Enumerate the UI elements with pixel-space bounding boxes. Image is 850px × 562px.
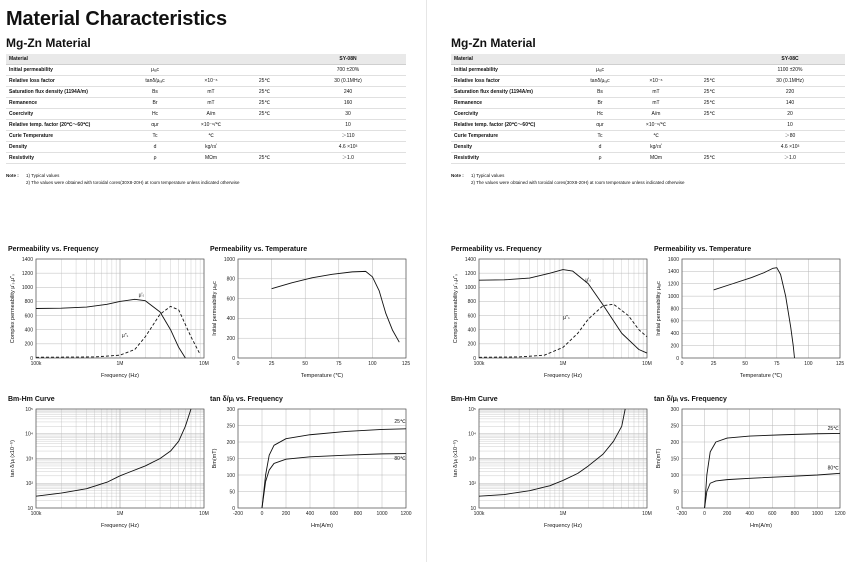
x-tick-label: 50: [742, 361, 748, 367]
chart-title: Permeability vs. Temperature: [654, 246, 752, 253]
note-line: 2) The values were obtained with toroidal cores(30X8-20H) at room temperature unless indicated otherwise: [26, 180, 240, 185]
property-value: 10: [290, 120, 406, 131]
x-tick-label: 0: [703, 511, 706, 517]
y-tick-label: 200: [226, 439, 235, 446]
table-row: [451, 76, 845, 87]
x-tick-label: 100: [368, 361, 377, 367]
curve-annotation: 25℃: [394, 418, 406, 425]
y-tick-label: 200: [467, 341, 476, 348]
x-tick-label: 400: [305, 511, 315, 517]
y-tick-label: 50: [673, 489, 679, 496]
chart-title: Permeability vs. Frequency: [451, 246, 542, 253]
chart-svg: [210, 396, 410, 530]
y-tick-label: 300: [226, 406, 235, 413]
series-line: [36, 299, 185, 358]
property-condition: 25℃: [239, 87, 290, 98]
y-tick-label: 1400: [21, 256, 33, 263]
property-value: 240: [290, 87, 406, 98]
property-condition: [684, 120, 735, 131]
notes: [6, 172, 406, 186]
x-tick-label: 100k: [30, 361, 42, 367]
property-value: 10: [735, 120, 845, 131]
x-tick-label: 0: [260, 511, 264, 517]
x-tick-label: 10M: [642, 361, 652, 367]
material-subtitle: Mg-Zn Material: [6, 36, 91, 50]
y-tick-label: 1200: [464, 270, 476, 277]
table-header-row: [451, 54, 845, 65]
property-unit: [183, 65, 239, 76]
chart-title: tan δ/μᵢ vs. Frequency: [654, 396, 727, 403]
property-symbol: μᵢₐc: [572, 65, 628, 76]
chart-svg: [654, 246, 844, 380]
x-tick-label: 1M: [559, 511, 567, 517]
x-tick-label: 125: [401, 361, 411, 367]
property-unit: ×10⁻⁶/℃: [628, 120, 684, 131]
y-tick-label: 0: [30, 355, 33, 362]
table-row: [6, 131, 406, 142]
note-line: 1) Typical values: [471, 173, 505, 178]
y-tick-label: 200: [670, 439, 679, 446]
property-unit: ℃: [628, 131, 684, 142]
material-panel-left: [6, 36, 406, 186]
x-axis-label: Hm(A/m): [311, 523, 333, 529]
y-tick-label: 400: [24, 327, 33, 334]
chart-svg: [654, 396, 844, 530]
plot-frame: [238, 259, 406, 358]
series-line: [36, 306, 200, 357]
y-axis-label: Complex permeability μ'ₛ,μ"ₛ: [453, 273, 459, 344]
y-tick-label: 100: [670, 472, 679, 479]
property-condition: [239, 131, 290, 142]
curve-annotation: 25℃: [827, 426, 839, 433]
property-value: ＞80: [735, 131, 845, 142]
property-unit: MΩm: [628, 153, 684, 164]
property-value: 1100 ±20%: [735, 65, 845, 76]
property-condition: [684, 131, 735, 142]
x-tick-label: 10M: [199, 361, 209, 367]
chart-title: Bm-Hm Curve: [451, 396, 498, 403]
y-tick-label: 200: [24, 341, 33, 348]
material-panel-right: [451, 36, 845, 186]
table-row: [451, 131, 845, 142]
x-tick-label: 50: [302, 361, 308, 367]
y-axis-label: Bm(mT): [212, 448, 218, 469]
property-name: Coercivity: [6, 109, 127, 120]
y-tick-label: 0: [473, 355, 476, 362]
y-tick-label: 1200: [21, 270, 33, 277]
chart-permeability-vs-temperature: [210, 246, 410, 380]
chart-permeability-vs-temperature: [654, 246, 844, 380]
curve-annotation: μ'ₛ: [138, 292, 145, 299]
y-axis-label: Bm(mT): [656, 448, 662, 469]
property-name: Saturation flux density (1194A/m): [6, 87, 127, 98]
table-row: [451, 142, 845, 153]
property-symbol: αμr: [572, 120, 628, 131]
property-name: Relative temp. factor (20℃～60℃): [6, 120, 127, 131]
property-unit: ×10⁻⁶: [183, 76, 239, 87]
property-value: 30: [290, 109, 406, 120]
x-tick-label: 0: [236, 361, 240, 367]
curve-annotation: μ'ₛ: [585, 277, 592, 284]
property-unit: [628, 65, 684, 76]
y-axis-label: Initial permeability μᵢₐc: [212, 281, 218, 336]
x-tick-label: 1200: [400, 511, 412, 517]
x-tick-label: 75: [774, 361, 780, 367]
chart-svg: [451, 396, 651, 530]
y-tick-label: 1000: [223, 256, 235, 263]
property-symbol: Hc: [127, 109, 183, 120]
x-tick-label: 1M: [116, 361, 124, 367]
property-name: Relative temp. factor (20℃～60℃): [451, 120, 572, 131]
x-tick-label: 1000: [376, 511, 388, 517]
y-tick-label: 1400: [464, 256, 476, 263]
property-unit: ×10⁻⁶: [628, 76, 684, 87]
chart-tan-delta-vs-frequency: [210, 396, 410, 530]
property-name: Saturation flux density (1194A/m): [451, 87, 572, 98]
table-row: [451, 153, 845, 164]
property-value: ＞110: [290, 131, 406, 142]
property-unit: kg/㎥: [628, 142, 684, 153]
curve-annotation: 80℃: [394, 455, 406, 462]
y-axis-label: tan δ/μᵢ (x10⁻⁶): [453, 439, 459, 478]
y-axis-label: Complex permeability μ'ₛ,μ"ₛ: [10, 273, 16, 344]
property-name: Initial permeability: [451, 65, 572, 76]
y-tick-label: 400: [670, 331, 679, 338]
table-row: [6, 76, 406, 87]
property-name: Relative loss factor: [6, 76, 127, 87]
x-tick-label: 1M: [116, 511, 124, 517]
x-tick-label: 200: [722, 511, 732, 517]
property-symbol: d: [127, 142, 183, 153]
y-tick-label: 300: [670, 406, 679, 413]
property-name: Curie Temperature: [451, 131, 572, 142]
y-tick-label: 10⁵: [468, 406, 476, 413]
x-tick-label: 1200: [834, 511, 846, 517]
header-cell: [628, 54, 684, 65]
x-tick-label: 800: [353, 511, 363, 517]
y-tick-label: 150: [226, 456, 235, 463]
header-grade: SY-08N: [290, 54, 406, 65]
property-symbol: Bs: [572, 87, 628, 98]
curve-annotation: μ"ₛ: [121, 332, 129, 339]
y-tick-label: 150: [670, 456, 679, 463]
header-material-label: Material: [451, 54, 572, 65]
property-condition: 25℃: [684, 153, 735, 164]
property-symbol: Hc: [572, 109, 628, 120]
y-tick-label: 250: [670, 423, 679, 430]
property-value: 160: [290, 98, 406, 109]
property-condition: 25℃: [684, 109, 735, 120]
y-tick-label: 10⁵: [25, 406, 33, 413]
y-tick-label: 600: [467, 313, 476, 320]
header-cell: [239, 54, 290, 65]
x-tick-label: 75: [336, 361, 342, 367]
property-symbol: Tc: [127, 131, 183, 142]
x-axis-label: Hm(A/m): [750, 523, 772, 529]
property-symbol: d: [572, 142, 628, 153]
property-symbol: μᵢₐc: [127, 65, 183, 76]
property-symbol: tanδ/μᵢₐc: [572, 76, 628, 87]
x-tick-label: 100k: [473, 511, 485, 517]
property-value: 700 ±20%: [290, 65, 406, 76]
x-tick-label: 100: [804, 361, 813, 367]
property-symbol: Br: [572, 98, 628, 109]
x-tick-label: 100k: [30, 511, 42, 517]
chart-title: Permeability vs. Frequency: [8, 246, 99, 253]
chart-title: Permeability vs. Temperature: [210, 246, 308, 253]
x-tick-label: 1000: [811, 511, 823, 517]
property-condition: 25℃: [239, 109, 290, 120]
property-unit: MΩm: [183, 153, 239, 164]
table-row: [6, 153, 406, 164]
chart-svg: [8, 246, 208, 380]
notes-label: Note :: [451, 173, 464, 178]
property-condition: 25℃: [684, 98, 735, 109]
x-tick-label: 100k: [473, 361, 485, 367]
y-tick-label: 600: [670, 318, 679, 325]
y-tick-label: 800: [226, 276, 235, 283]
table-row: [6, 142, 406, 153]
x-tick-label: 400: [745, 511, 754, 517]
chart-title: Bm-Hm Curve: [8, 396, 55, 403]
y-tick-label: 1000: [21, 285, 33, 292]
curve-annotation: μ"ₛ: [563, 315, 570, 322]
table-row: [451, 109, 845, 120]
property-name: Initial permeability: [6, 65, 127, 76]
property-value: 4.6 ×10³: [735, 142, 845, 153]
property-unit: mT: [628, 87, 684, 98]
property-name: Density: [6, 142, 127, 153]
x-tick-label: 125: [835, 361, 845, 367]
header-cell: [127, 54, 183, 65]
note-line: 2) The values were obtained with toroidal cores(30X8-20H) at room temperature unless indicated otherwise: [471, 180, 685, 185]
property-value: ＞1.0: [290, 153, 406, 164]
property-value: 30 (0.1MHz): [735, 76, 845, 87]
table-row: [6, 98, 406, 109]
y-tick-label: 10: [27, 505, 33, 512]
y-tick-label: 0: [676, 355, 679, 362]
table-row: [6, 65, 406, 76]
property-name: Remanence: [6, 98, 127, 109]
notes-label: Note :: [6, 173, 19, 178]
property-condition: [239, 120, 290, 131]
y-tick-label: 200: [670, 343, 679, 350]
property-condition: 25℃: [239, 153, 290, 164]
property-unit: ℃: [183, 131, 239, 142]
table-header-row: [6, 54, 406, 65]
y-tick-label: 1000: [464, 285, 476, 292]
property-symbol: Bs: [127, 87, 183, 98]
property-condition: [684, 142, 735, 153]
property-condition: 25℃: [239, 76, 290, 87]
y-tick-label: 1600: [667, 256, 679, 263]
x-tick-label: 25: [268, 361, 275, 367]
property-unit: mT: [183, 87, 239, 98]
chart-permeability-vs-frequency: [8, 246, 208, 380]
x-tick-label: 200: [281, 511, 291, 517]
property-name: Curie Temperature: [6, 131, 127, 142]
property-symbol: Br: [127, 98, 183, 109]
property-condition: [239, 142, 290, 153]
x-tick-label: 10M: [199, 511, 209, 517]
header-grade: SY-08C: [735, 54, 845, 65]
property-unit: A/m: [628, 109, 684, 120]
table-row: [6, 109, 406, 120]
x-tick-label: -200: [232, 511, 244, 517]
property-symbol: Tc: [572, 131, 628, 142]
series-line: [714, 268, 795, 358]
chart-tan-delta-vs-frequency: [654, 396, 844, 530]
y-tick-label: 200: [226, 336, 235, 342]
property-name: Density: [451, 142, 572, 153]
x-tick-label: 10M: [642, 511, 652, 517]
x-tick-label: 25: [710, 361, 717, 367]
notes: [451, 172, 845, 186]
property-unit: mT: [183, 98, 239, 109]
property-name: Coercivity: [451, 109, 572, 120]
chart-title: tan δ/μᵢ vs. Frequency: [210, 396, 283, 403]
property-name: Resistivity: [6, 153, 127, 164]
material-table: [6, 54, 406, 164]
x-tick-label: 600: [329, 511, 339, 517]
property-condition: 25℃: [684, 76, 735, 87]
x-tick-label: -200: [676, 511, 688, 517]
property-value: 140: [735, 98, 845, 109]
y-axis-label: Initial permeability μᵢₐc: [656, 281, 662, 336]
y-tick-label: 10³: [25, 456, 33, 463]
table-row: [451, 120, 845, 131]
table-row: [451, 65, 845, 76]
series-line: [272, 271, 400, 342]
header-cell: [183, 54, 239, 65]
x-tick-label: 0: [680, 361, 684, 367]
property-value: 20: [735, 109, 845, 120]
header-material-label: Material: [6, 54, 127, 65]
property-value: 4.6 ×10³: [290, 142, 406, 153]
property-unit: A/m: [183, 109, 239, 120]
y-tick-label: 10²: [468, 481, 476, 488]
property-name: Relative loss factor: [451, 76, 572, 87]
property-condition: [239, 65, 290, 76]
y-tick-label: 800: [24, 299, 33, 306]
y-tick-label: 0: [232, 355, 235, 362]
property-value: 30 (0.1MHz): [290, 76, 406, 87]
property-condition: [684, 65, 735, 76]
y-tick-label: 250: [226, 423, 235, 430]
y-tick-label: 0: [676, 505, 679, 512]
x-tick-label: 800: [790, 511, 800, 517]
y-tick-label: 100: [226, 472, 235, 479]
y-tick-label: 1400: [667, 269, 679, 276]
table-row: [451, 87, 845, 98]
y-tick-label: 10²: [25, 481, 33, 488]
chart-svg: [451, 246, 651, 380]
y-tick-label: 10⁴: [468, 431, 476, 438]
y-tick-label: 400: [226, 316, 235, 323]
x-axis-label: Frequency (Hz): [101, 373, 139, 379]
x-axis-label: Temperature (℃): [300, 373, 344, 379]
chart-svg: [210, 246, 410, 380]
x-axis-label: Frequency (Hz): [544, 373, 582, 379]
y-tick-label: 600: [24, 313, 33, 320]
y-tick-label: 10⁴: [25, 431, 33, 438]
property-symbol: tanδ/μᵢₐc: [127, 76, 183, 87]
y-tick-label: 800: [467, 299, 476, 306]
property-symbol: ρ: [572, 153, 628, 164]
chart-bm-hm-curve: [8, 396, 208, 530]
y-tick-label: 600: [226, 296, 235, 303]
curve-annotation: 80℃: [827, 465, 839, 472]
header-cell: [684, 54, 735, 65]
page-divider: [426, 0, 427, 562]
chart-svg: [8, 396, 208, 530]
property-unit: kg/㎥: [183, 142, 239, 153]
y-tick-label: 800: [670, 306, 679, 313]
material-table: [451, 54, 845, 164]
y-tick-label: 1200: [667, 281, 679, 288]
y-tick-label: 0: [232, 505, 235, 512]
property-symbol: ρ: [127, 153, 183, 164]
property-name: Remanence: [451, 98, 572, 109]
property-symbol: αμr: [127, 120, 183, 131]
property-unit: mT: [628, 98, 684, 109]
y-tick-label: 1000: [667, 293, 679, 300]
header-cell: [572, 54, 628, 65]
page-title: Material Characteristics: [6, 8, 227, 30]
y-tick-label: 10³: [468, 456, 476, 463]
property-condition: 25℃: [684, 87, 735, 98]
chart-bm-hm-curve: [451, 396, 651, 530]
note-line: 1) Typical values: [26, 173, 60, 178]
property-name: Resistivity: [451, 153, 572, 164]
x-axis-label: Temperature (℃): [739, 373, 783, 379]
table-row: [6, 120, 406, 131]
y-axis-label: tan δ/μᵢ (x10⁻⁶): [10, 439, 16, 478]
table-row: [451, 98, 845, 109]
x-axis-label: Frequency (Hz): [101, 523, 139, 529]
x-axis-label: Frequency (Hz): [544, 523, 582, 529]
y-tick-label: 400: [467, 327, 476, 334]
y-tick-label: 50: [229, 489, 235, 496]
property-condition: 25℃: [239, 98, 290, 109]
y-tick-label: 10: [470, 505, 476, 512]
x-tick-label: 1M: [559, 361, 567, 367]
x-tick-label: 600: [768, 511, 777, 517]
material-subtitle: Mg-Zn Material: [451, 36, 536, 50]
table-row: [6, 87, 406, 98]
chart-permeability-vs-frequency: [451, 246, 651, 380]
property-value: 220: [735, 87, 845, 98]
property-unit: ×10⁻⁶/℃: [183, 120, 239, 131]
property-value: ＞1.0: [735, 153, 845, 164]
